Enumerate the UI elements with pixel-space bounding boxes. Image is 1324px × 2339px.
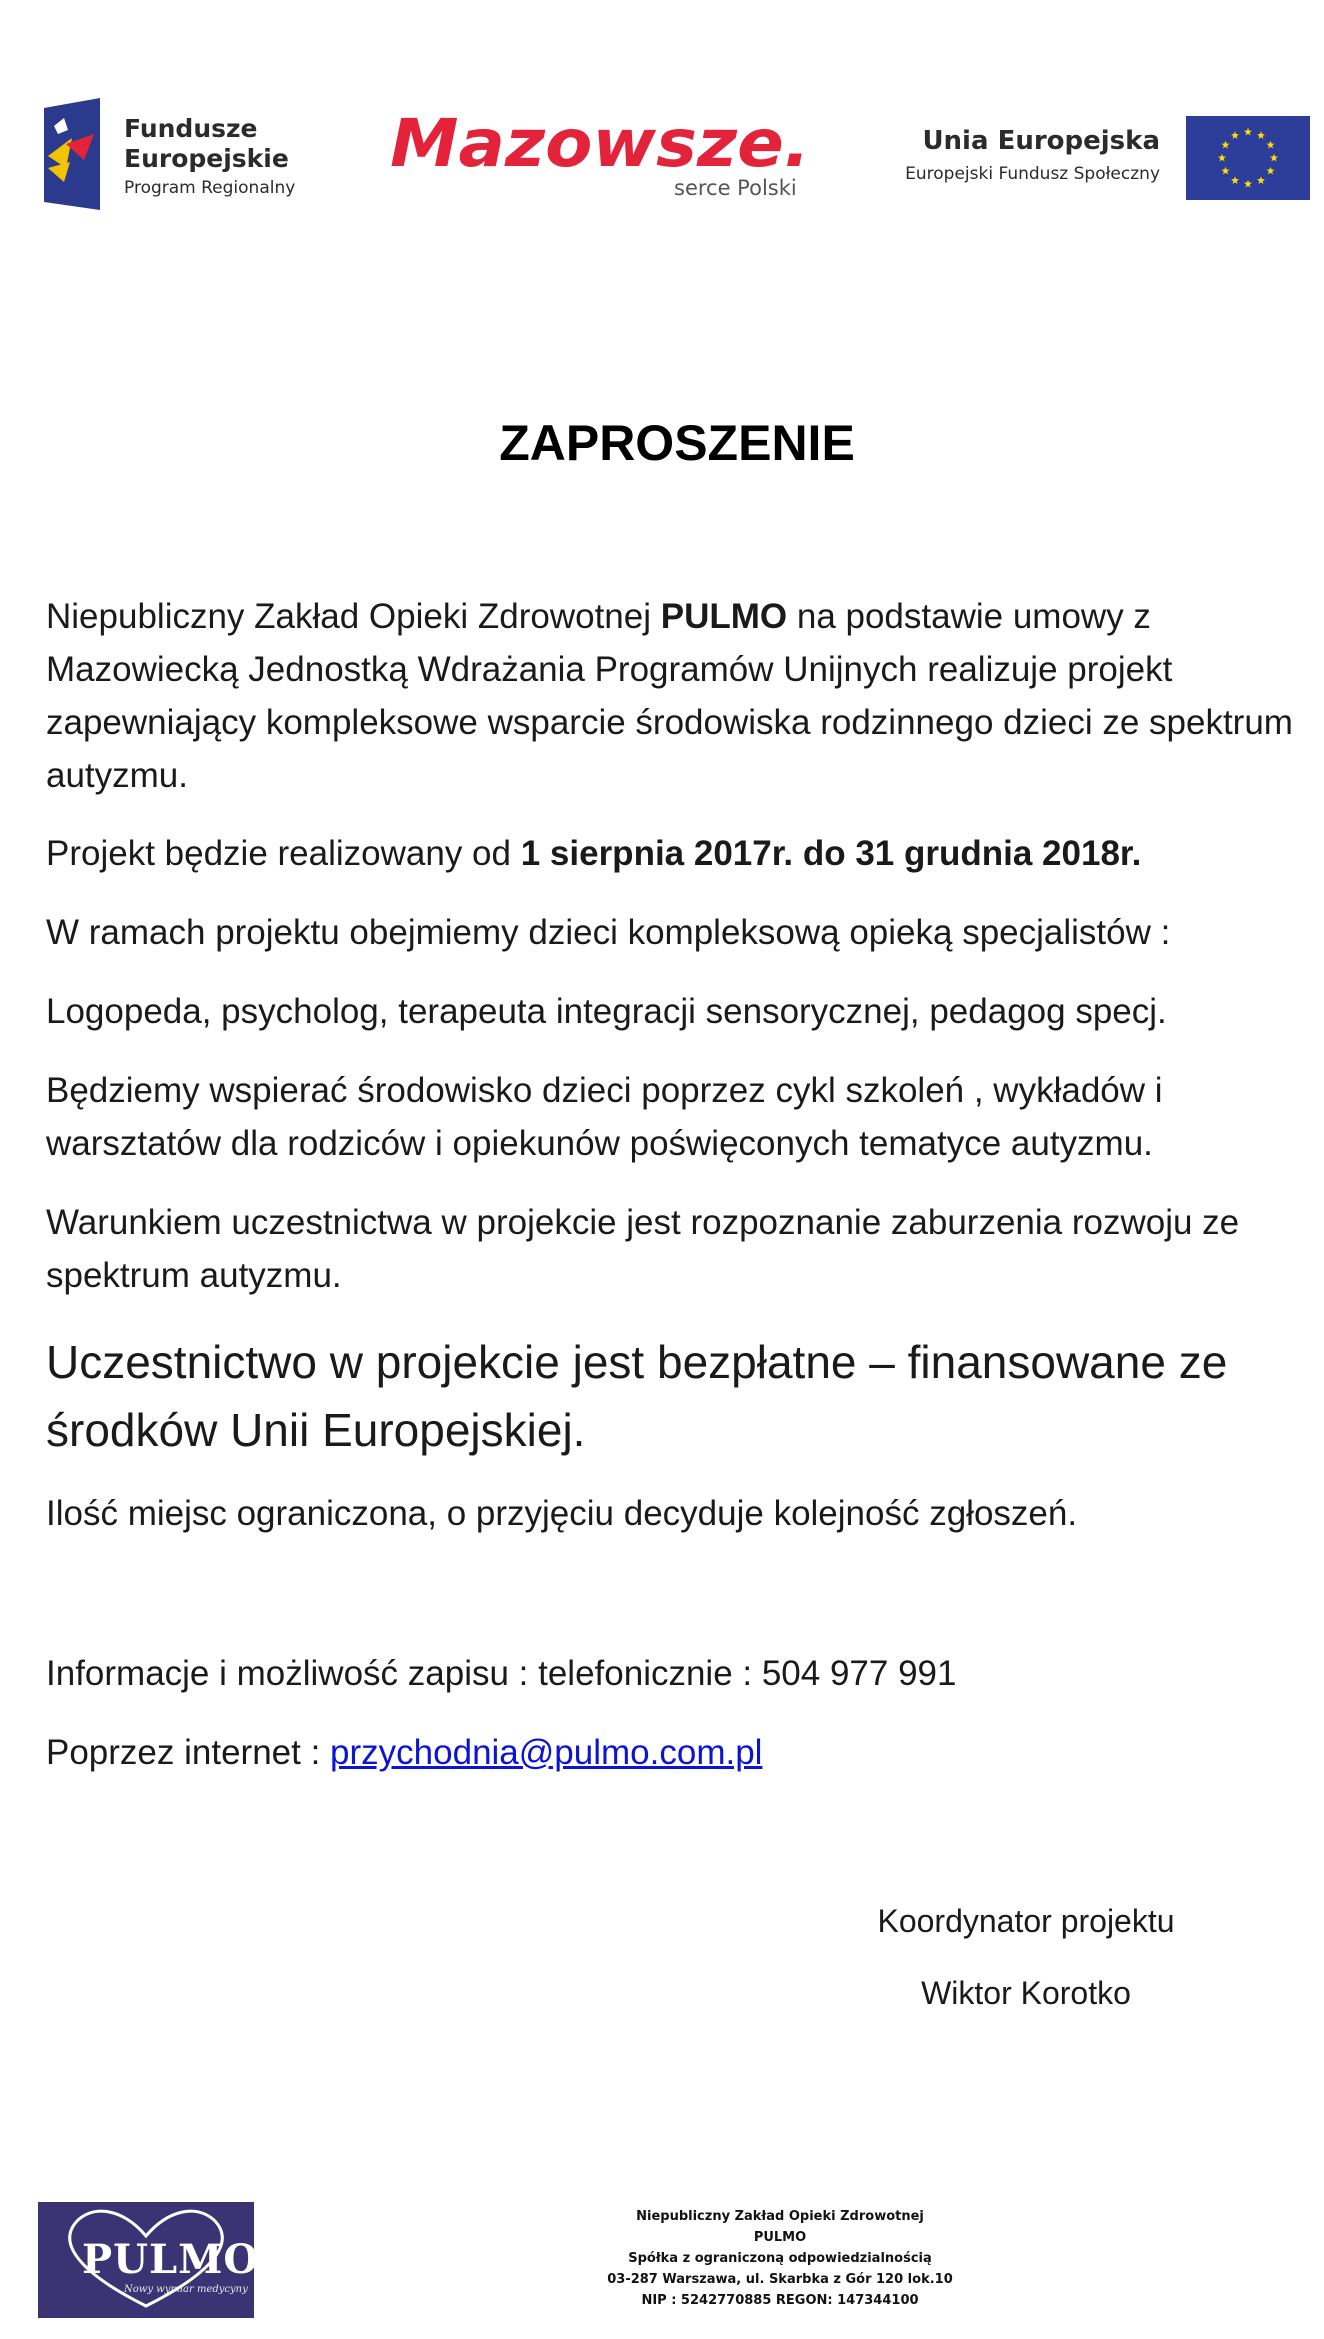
workshops-paragraph: Będziemy wspierać środowisko dzieci poprzez cykl szkoleń , wykładów i warsztatów dla rodziców i opiekunów poświęconych tematyce autyzmu. [46, 1071, 1163, 1163]
mazowsze-wordmark [388, 110, 818, 180]
eu-logo-line2: Europejski Fundusz Społeczny [905, 164, 1160, 184]
intro-org-name: PULMO [660, 597, 788, 636]
eligibility-paragraph: Warunkiem uczestnictwa w projekcie jest rozpoznanie zaburzenia rozwoju ze spektrum autyzmu. [46, 1203, 1240, 1295]
limited-places-paragraph: Ilość miejsc ograniczona, o przyjęciu decyduje kolejność zgłoszeń. [46, 1494, 1078, 1533]
footer-line: NIP : 5242770885 REGON: 147344100 [641, 2293, 919, 2308]
pulmo-wordmark: PULMO [82, 2236, 260, 2283]
fundusze-europejskie-mark-icon [44, 98, 100, 210]
signature-role: Koordynator projektu [877, 1903, 1175, 1939]
specialists-intro-paragraph: W ramach projektu obejmiemy dzieci kompleksową opieką specjalistów : [46, 913, 1171, 952]
fe-logo-line2: Europejskie [124, 144, 289, 173]
contact-email-label: Poprzez internet : [46, 1733, 331, 1772]
intro-text-c: na podstawie umowy z Mazowiecką Jednostką Wdrażania Programów Unijnych realizuje projekt zapewniający kompleksowe wsparcie środowiska rodzinnego dzieci ze spektrum autyzmu. [46, 597, 1293, 795]
mazowsze-tagline: serce Polski [674, 176, 797, 200]
fe-logo-line1: Fundusze [124, 114, 258, 143]
signature-block [866, 1885, 1186, 2029]
signature-name: Wiktor Korotko [921, 1975, 1131, 2011]
footer-line: PULMO [753, 2230, 807, 2245]
page-title: ZAPROSZENIE [499, 415, 855, 471]
footer-line: 03-287 Warszawa, ul. Skarbka z Gór 120 lok.10 [607, 2272, 953, 2287]
mazowsze-wordmark-text: Mazowsze. [390, 110, 810, 180]
mazowsze-logo [388, 110, 828, 210]
eu-flag-icon [1186, 116, 1310, 200]
project-dates-range: 1 sierpnia 2017r. do 31 grudnia 2018r. [520, 834, 1142, 873]
unia-europejska-logo [890, 112, 1310, 202]
project-dates-text: Projekt będzie realizowany od [46, 834, 521, 873]
footer-line: Niepubliczny Zakład Opieki Zdrowotnej [636, 2209, 924, 2224]
pulmo-tagline: Nowy wymiar medycyny [124, 2284, 248, 2295]
contact-email-paragraph [46, 1726, 1311, 1779]
fundusze-europejskie-logo [44, 98, 324, 210]
eu-logo-line1: Unia Europejska [922, 126, 1160, 156]
fe-logo-line3: Program Regionalny [124, 178, 296, 198]
project-dates-paragraph [46, 827, 1311, 880]
specialists-list-paragraph: Logopeda, psycholog, terapeuta integracji sensorycznej, pedagog specj. [46, 992, 1167, 1031]
intro-paragraph [46, 590, 1311, 802]
footer-company-info [560, 2206, 1000, 2311]
free-participation-paragraph: Uczestnictwo w projekcie jest bezpłatne – finansowane ze środków Unii Europejskiej. [46, 1336, 1228, 1456]
footer-line: Spółka z ograniczoną odpowiedzialnością [628, 2251, 932, 2266]
contact-phone-paragraph: Informacje i możliwość zapisu : telefonicznie : 504 977 991 [46, 1654, 957, 1693]
intro-text-a: Niepubliczny Zakład Opieki Zdrowotnej [46, 597, 661, 636]
contact-email-link[interactable]: przychodnia@pulmo.com.pl [330, 1733, 763, 1772]
pulmo-logo [38, 2202, 260, 2318]
